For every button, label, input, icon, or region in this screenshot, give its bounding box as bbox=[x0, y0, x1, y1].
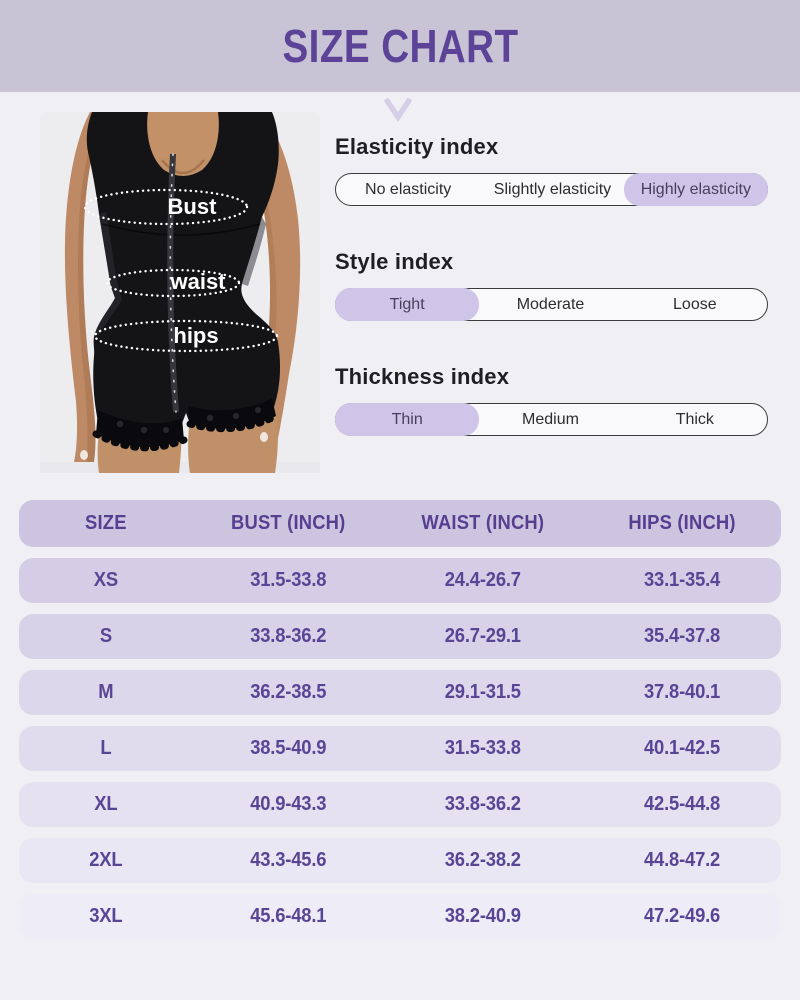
page-title: SIZE CHART bbox=[281, 20, 519, 72]
elasticity-option-highly: Highly elasticity bbox=[624, 173, 768, 206]
bust-cell: 43.3-45.6 bbox=[249, 849, 327, 871]
elasticity-option-no: No elasticity bbox=[365, 180, 452, 198]
elasticity-index-scale bbox=[335, 173, 768, 206]
bust-cell: 36.2-38.5 bbox=[249, 681, 327, 703]
style-option-tight: Tight bbox=[335, 288, 479, 321]
style-option-loose: Loose bbox=[673, 295, 717, 313]
bust-cell: 45.6-48.1 bbox=[249, 905, 327, 927]
style-index-title: Style index bbox=[335, 249, 454, 274]
hips-label: hips bbox=[173, 323, 219, 348]
size-cell: 3XL bbox=[89, 905, 123, 927]
elasticity-index-title: Elasticity index bbox=[335, 134, 499, 159]
size-cell: S bbox=[99, 625, 112, 647]
bust-cell: 38.5-40.9 bbox=[249, 737, 327, 759]
product-photo bbox=[40, 112, 320, 473]
bust-cell: 40.9-43.3 bbox=[249, 793, 327, 815]
thickness-index-scale bbox=[335, 403, 768, 436]
thickness-option-medium: Medium bbox=[522, 410, 579, 428]
style-option-moderate: Moderate bbox=[516, 295, 585, 313]
hips-cell: 42.5-44.8 bbox=[643, 793, 720, 815]
table-row bbox=[19, 782, 781, 827]
thickness-option-thick: Thick bbox=[675, 410, 714, 428]
table-header-row bbox=[19, 500, 781, 547]
waist-cell: 29.1-31.5 bbox=[444, 681, 522, 703]
waist-cell: 33.8-36.2 bbox=[444, 793, 522, 815]
table-row bbox=[19, 670, 781, 715]
table-row bbox=[19, 726, 781, 771]
col-header-waist: WAIST (INCH) bbox=[421, 512, 545, 534]
hips-cell: 37.8-40.1 bbox=[643, 681, 720, 703]
waist-cell: 38.2-40.9 bbox=[444, 905, 522, 927]
waist-cell: 31.5-33.8 bbox=[444, 737, 522, 759]
style-index-section bbox=[335, 249, 768, 321]
waist-cell: 24.4-26.7 bbox=[444, 569, 522, 591]
size-cell: M bbox=[98, 681, 114, 703]
col-header-bust: BUST (INCH) bbox=[230, 512, 346, 534]
size-cell: XL bbox=[94, 793, 118, 815]
thickness-index-section bbox=[335, 364, 768, 436]
col-header-hips: HIPS (INCH) bbox=[628, 512, 736, 534]
chevron-down-icon bbox=[382, 96, 414, 129]
bust-label: Bust bbox=[167, 194, 217, 219]
elasticity-option-slightly: Slightly elasticity bbox=[493, 180, 612, 198]
hips-cell: 47.2-49.6 bbox=[643, 905, 720, 927]
size-cell: 2XL bbox=[89, 849, 123, 871]
waist-label: waist bbox=[170, 269, 226, 294]
hips-cell: 35.4-37.8 bbox=[643, 625, 720, 647]
hand-right bbox=[260, 432, 268, 442]
hips-cell: 40.1-42.5 bbox=[643, 737, 720, 759]
hips-cell: 44.8-47.2 bbox=[643, 849, 720, 871]
header-band bbox=[0, 0, 800, 92]
bust-cell: 33.8-36.2 bbox=[249, 625, 327, 647]
bust-cell: 31.5-33.8 bbox=[249, 569, 327, 591]
thickness-index-title: Thickness index bbox=[335, 364, 510, 389]
thickness-option-thin: Thin bbox=[335, 403, 479, 436]
size-cell: L bbox=[100, 737, 112, 759]
index-panel bbox=[335, 134, 768, 436]
col-header-size: SIZE bbox=[85, 512, 127, 534]
hand-left bbox=[80, 450, 88, 460]
table-row bbox=[19, 558, 781, 603]
size-cell: XS bbox=[93, 569, 118, 591]
hips-cell: 33.1-35.4 bbox=[643, 569, 720, 591]
table-row bbox=[19, 838, 781, 883]
table-row bbox=[19, 894, 781, 939]
table-row bbox=[19, 614, 781, 659]
bodysuit-figure bbox=[40, 112, 320, 473]
elasticity-index-section bbox=[335, 134, 768, 206]
style-index-scale bbox=[335, 288, 768, 321]
size-table bbox=[19, 500, 781, 950]
waist-cell: 36.2-38.2 bbox=[444, 849, 522, 871]
waist-cell: 26.7-29.1 bbox=[444, 625, 522, 647]
